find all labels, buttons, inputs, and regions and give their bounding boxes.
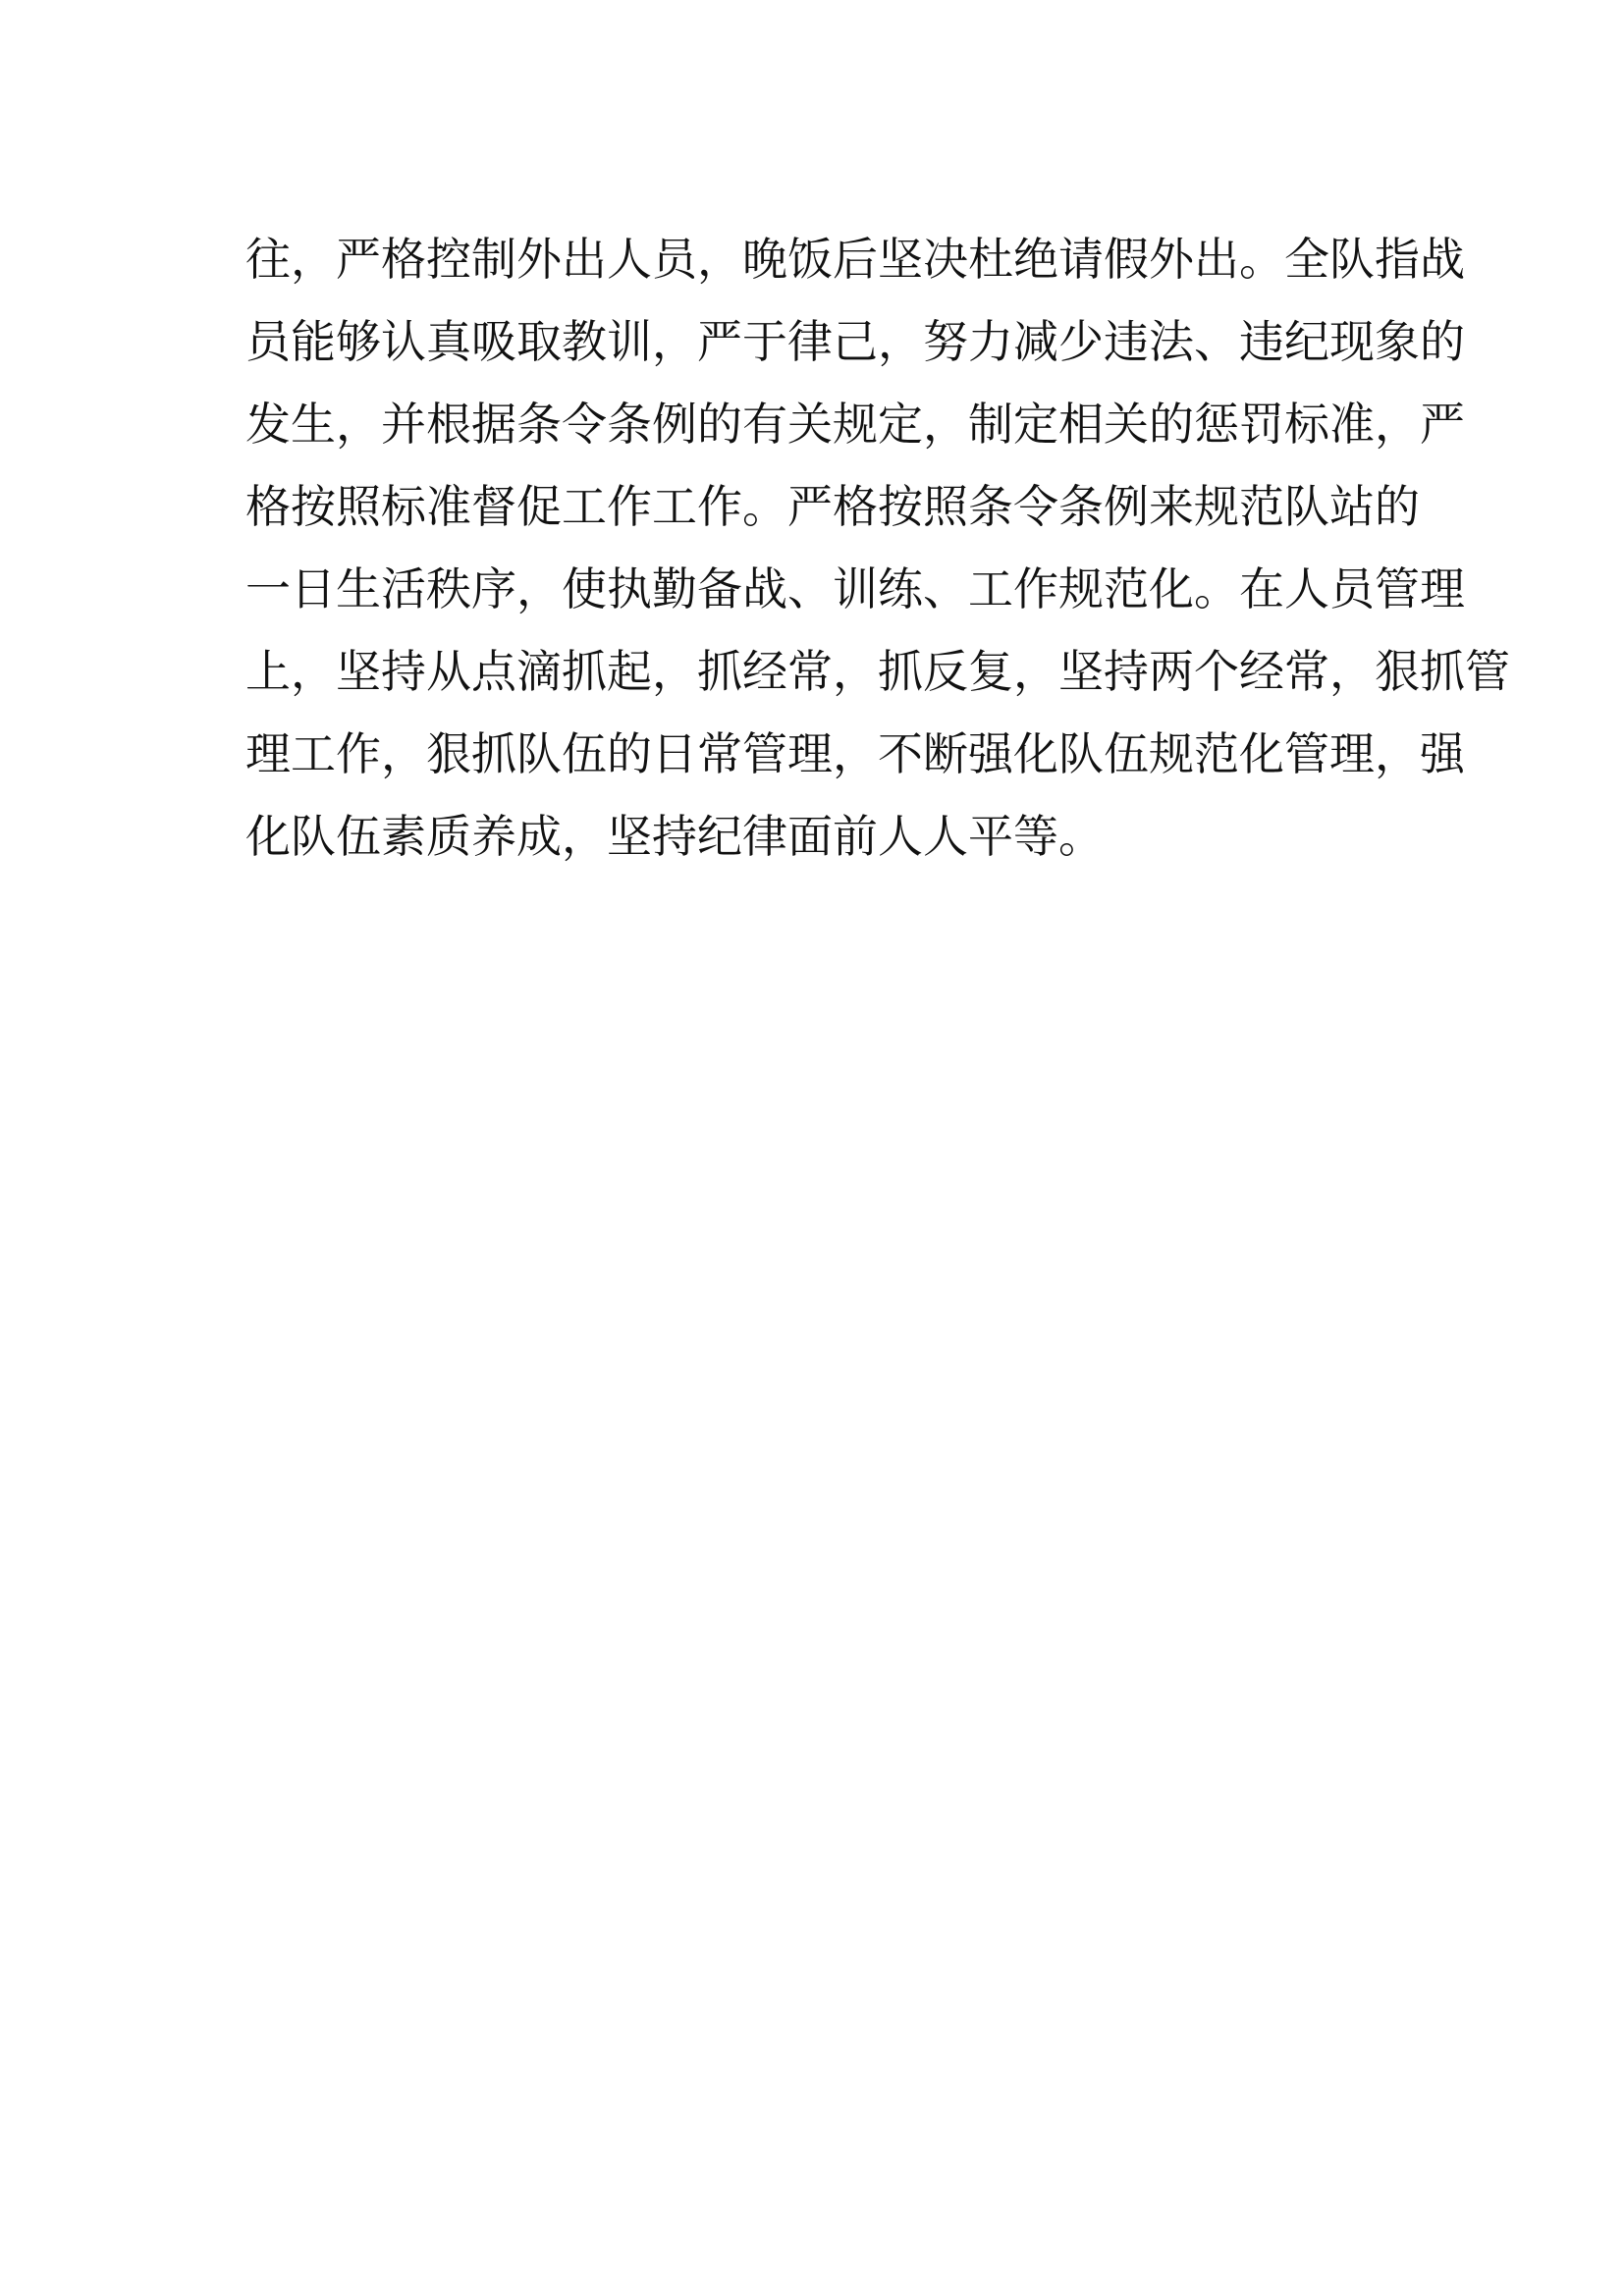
paragraph-line-4: 格按照标准督促工作工作。严格按照条令条例来规范队站的	[245, 480, 1420, 533]
paragraph-line-5: 一日生活秩序，使执勤备战、训练、工作规范化。在人员管理	[245, 562, 1465, 615]
paragraph-line-1: 往，严格控制外出人员，晚饭后坚决杜绝请假外出。全队指战	[245, 233, 1465, 286]
paragraph-line-2: 员能够认真吸取教训，严于律己，努力减少违法、违纪现象的	[245, 315, 1465, 368]
paragraph-line-7: 理工作，狠抓队伍的日常管理，不断强化队伍规范化管理，强	[245, 727, 1465, 780]
paragraph-line-8: 化队伍素质养成，坚持纪律面前人人平等。	[245, 810, 1104, 863]
paragraph-line-6: 上，坚持从点滴抓起，抓经常，抓反复，坚持两个经常，狠抓管	[245, 645, 1510, 698]
paragraph-line-3: 发生，并根据条令条例的有关规定，制定相关的惩罚标准，严	[245, 398, 1465, 451]
body-paragraph	[245, 218, 1510, 878]
